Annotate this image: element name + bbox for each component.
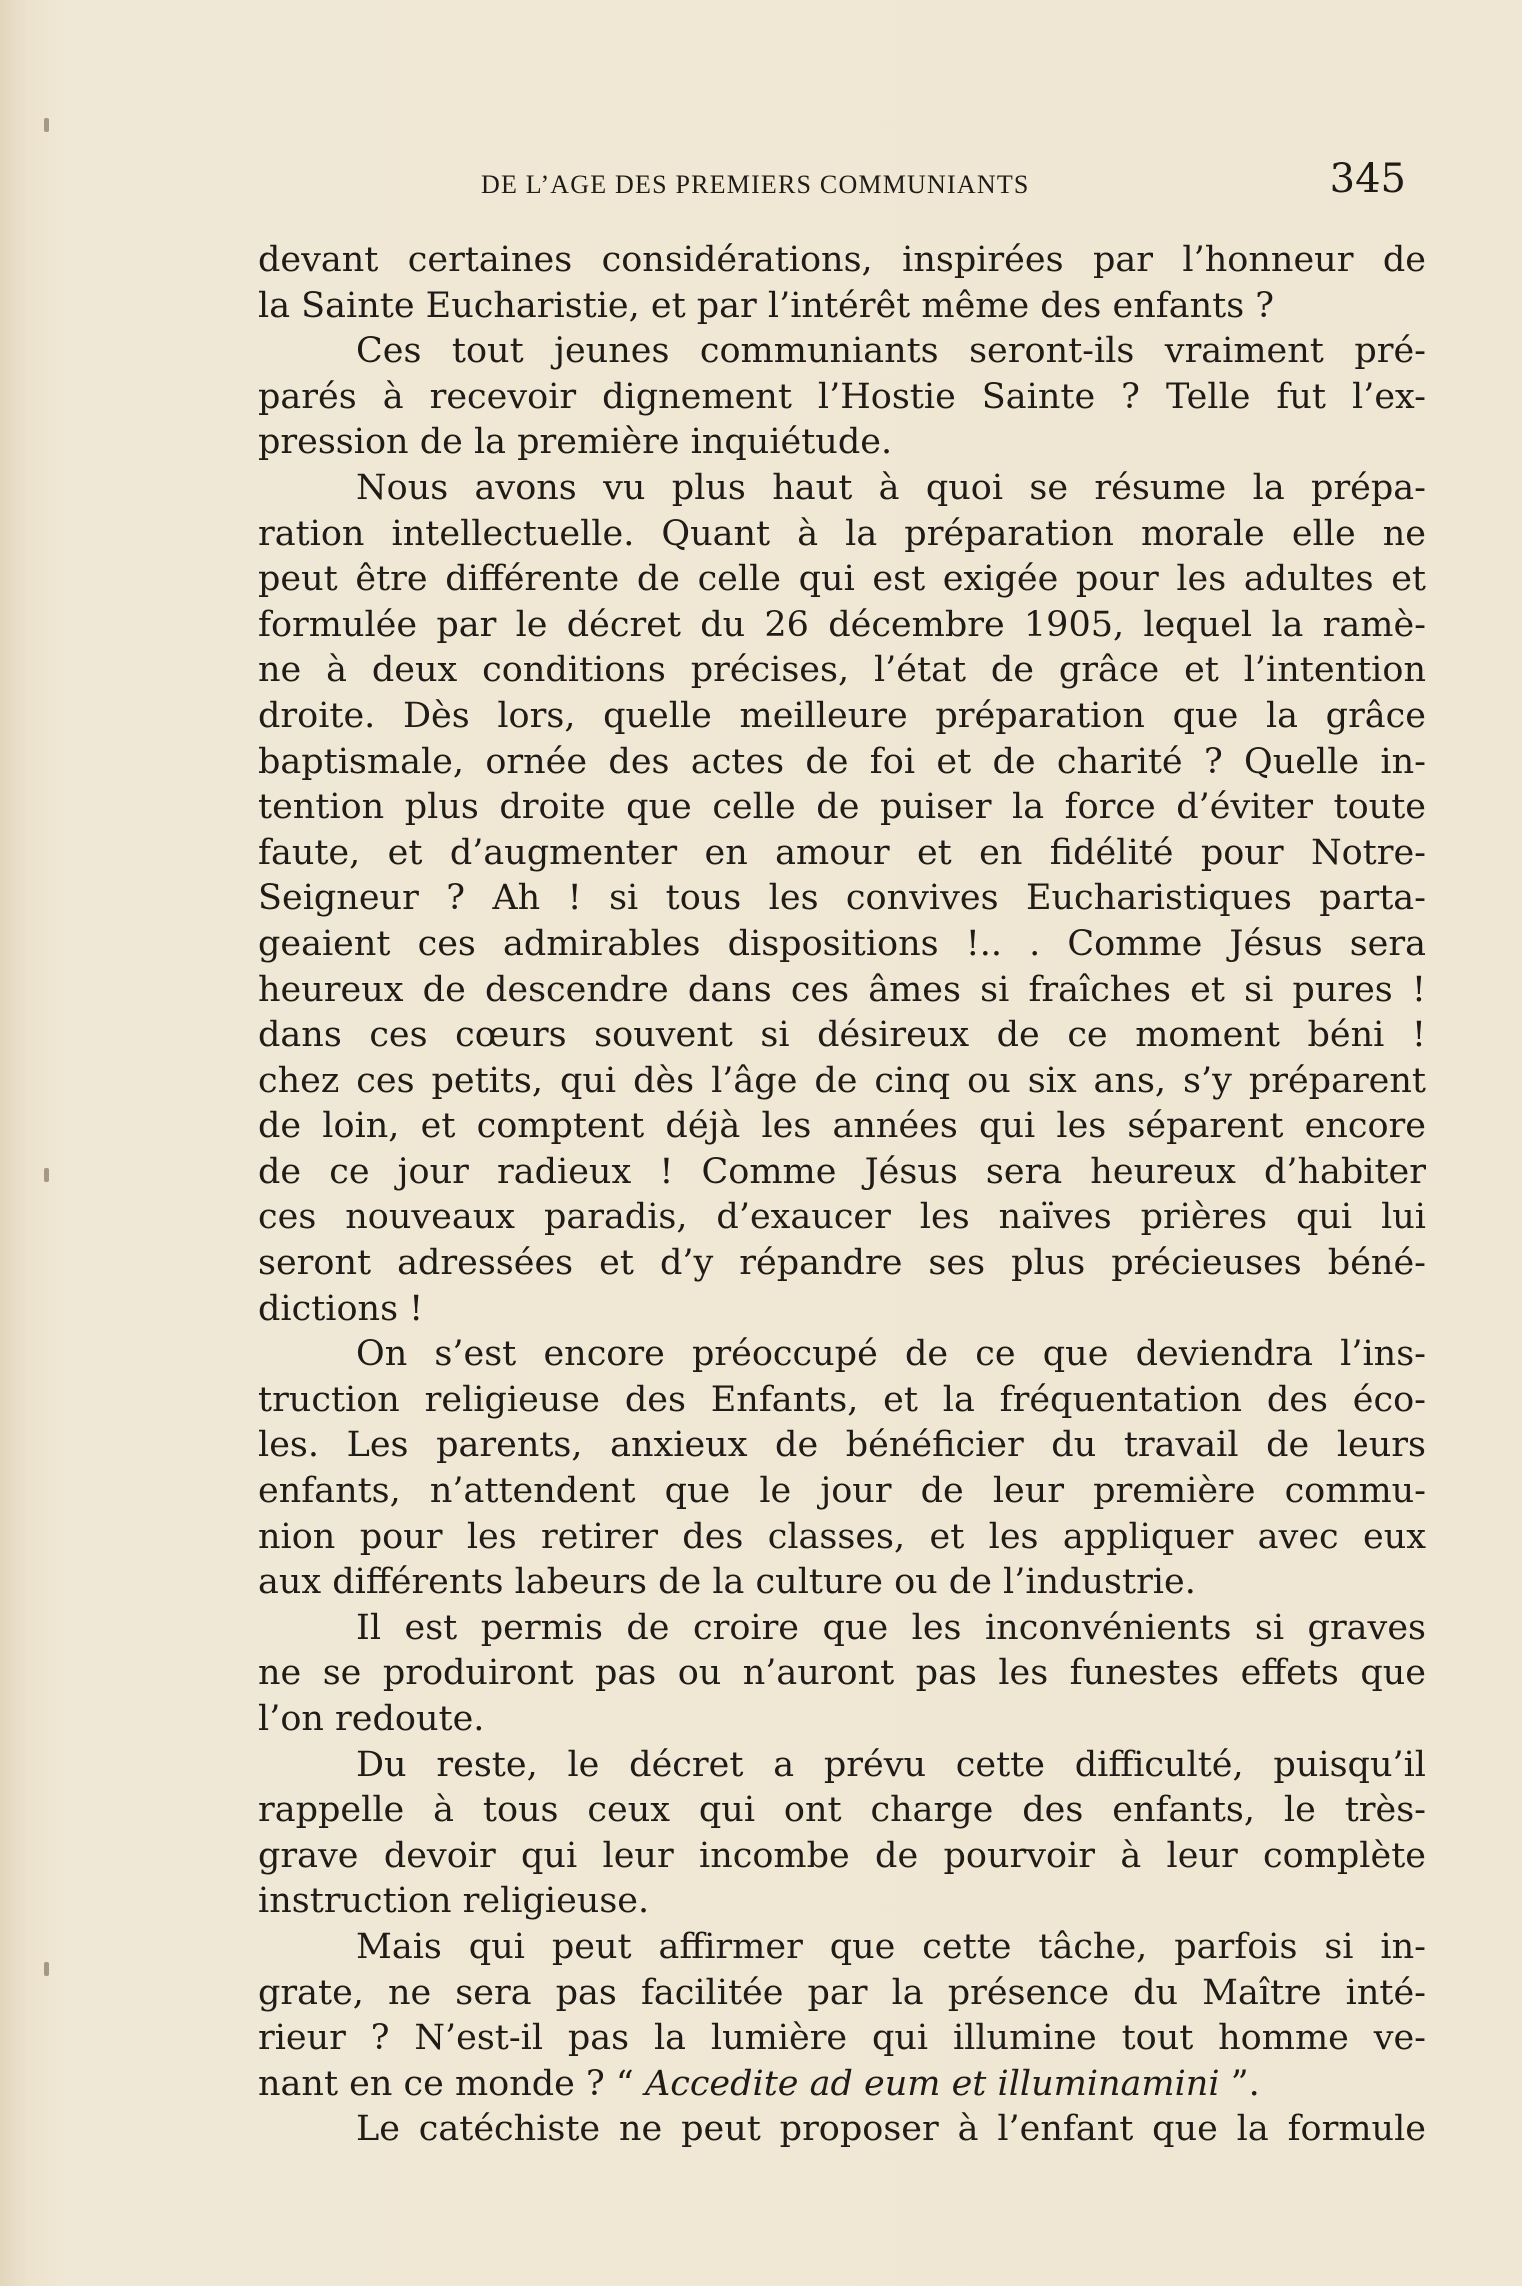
text-line: grate, ne sera pas facilitée par la présence du Maître inté- <box>258 1972 1426 2013</box>
text-line: parés à recevoir dignement l’Hostie Sainte ? Telle fut l’ex- <box>258 376 1426 417</box>
text-line: aux différents labeurs de la culture ou de l’industrie. <box>258 1562 1196 1603</box>
text-line: Mais qui peut affirmer que cette tâche, parfois si in- <box>356 1926 1426 1967</box>
text-line: de ce jour radieux ! Comme Jésus sera heureux d’habiter <box>258 1151 1426 1192</box>
text-line: nion pour les retirer des classes, et les appliquer avec eux <box>258 1516 1426 1557</box>
text-line: geaient ces admirables dispositions !.. . Comme Jésus sera <box>258 923 1426 964</box>
text-line: Seigneur ? Ah ! si tous les convives Eucharistiques parta- <box>258 878 1426 919</box>
text-line: Ces tout jeunes communiants seront-ils vraiment pré- <box>356 331 1426 372</box>
body-text <box>258 238 1426 2153</box>
text-line: devant certaines considérations, inspirées par l’honneur de <box>258 240 1426 280</box>
text-line: chez ces petits, qui dès l’âge de cinq ou six ans, s’y préparent <box>258 1060 1426 1101</box>
text-line: On s’est encore préoccupé de ce que deviendra l’ins- <box>356 1334 1426 1375</box>
text-line: dans ces cœurs souvent si désireux de ce moment béni ! <box>258 1015 1426 1056</box>
text-line: heureux de descendre dans ces âmes si fraîches et si pures ! <box>258 969 1426 1010</box>
text-line: Le catéchiste ne peut proposer à l’enfant que la formule <box>356 2109 1426 2150</box>
text-line: truction religieuse des Enfants, et la fréquentation des éco- <box>258 1379 1426 1420</box>
text-line: de loin, et comptent déjà les années qui les séparent encore <box>258 1106 1426 1147</box>
text-segment: ”. <box>1230 2063 1260 2104</box>
margin-mark <box>44 118 49 132</box>
text-line: enfants, n’attendent que le jour de leur première commu- <box>258 1471 1426 1512</box>
page-number: 345 <box>1329 156 1406 202</box>
text-line: l’on redoute. <box>258 1699 485 1739</box>
page-header <box>253 156 1433 206</box>
text-line: les. Les parents, anxieux de bénéficier du travail de leurs <box>258 1425 1426 1466</box>
text-line: Il est permis de croire que les inconvénients si graves <box>356 1607 1426 1648</box>
text-line: ces nouveaux paradis, d’exaucer les naïves prières qui lui <box>258 1197 1426 1238</box>
text-line: rappelle à tous ceux qui ont charge des enfants, le très- <box>258 1790 1426 1831</box>
text-line: formulée par le décret du 26 décembre 1905, lequel la ramè- <box>258 604 1426 645</box>
text-line: baptismale, ornée des actes de foi et de charité ? Quelle in- <box>258 741 1426 782</box>
running-title: DE L’AGE DES PREMIERS COMMUNIANTS <box>481 170 1030 199</box>
text-line: peut être différente de celle qui est exigée pour les adultes et <box>258 559 1426 600</box>
text-line: grave devoir qui leur incombe de pourvoir à leur complète <box>258 1835 1426 1876</box>
text-line: ne se produiront pas ou n’auront pas les funestes effets que <box>258 1653 1426 1694</box>
text-line: ne à deux conditions précises, l’état de grâce et l’intention <box>258 650 1426 691</box>
text-line: seront adressées et d’y répandre ses plus précieuses béné- <box>258 1243 1426 1284</box>
latin-quotation: Accedite ad eum et illuminamini <box>644 2063 1220 2104</box>
text-line: droite. Dès lors, quelle meilleure préparation que la grâce <box>258 695 1426 736</box>
text-line: ration intellectuelle. Quant à la préparation morale elle ne <box>258 513 1426 554</box>
margin-mark <box>44 1962 49 1976</box>
text-line: faute, et d’augmenter en amour et en fidélité pour Notre- <box>258 832 1426 873</box>
text-line: tention plus droite que celle de puiser la force d’éviter toute <box>258 787 1426 828</box>
text-line: Du reste, le décret a prévu cette difficulté, puisqu’il <box>356 1744 1426 1785</box>
margin-mark <box>44 1168 49 1182</box>
text-segment: nant en ce monde ? “ <box>258 2063 634 2104</box>
text-line: instruction religieuse. <box>258 1881 650 1922</box>
text-line: la Sainte Eucharistie, et par l’intérêt même des enfants ? <box>258 285 1275 326</box>
text-line: pression de la première inquiétude. <box>258 422 893 463</box>
text-line: rieur ? N’est-il pas la lumière qui illumine tout homme ve- <box>258 2018 1426 2059</box>
text-line: dictions ! <box>258 1288 424 1329</box>
text-line: Nous avons vu plus haut à quoi se résume la prépa- <box>356 467 1426 508</box>
text-line <box>258 2062 1426 2108</box>
